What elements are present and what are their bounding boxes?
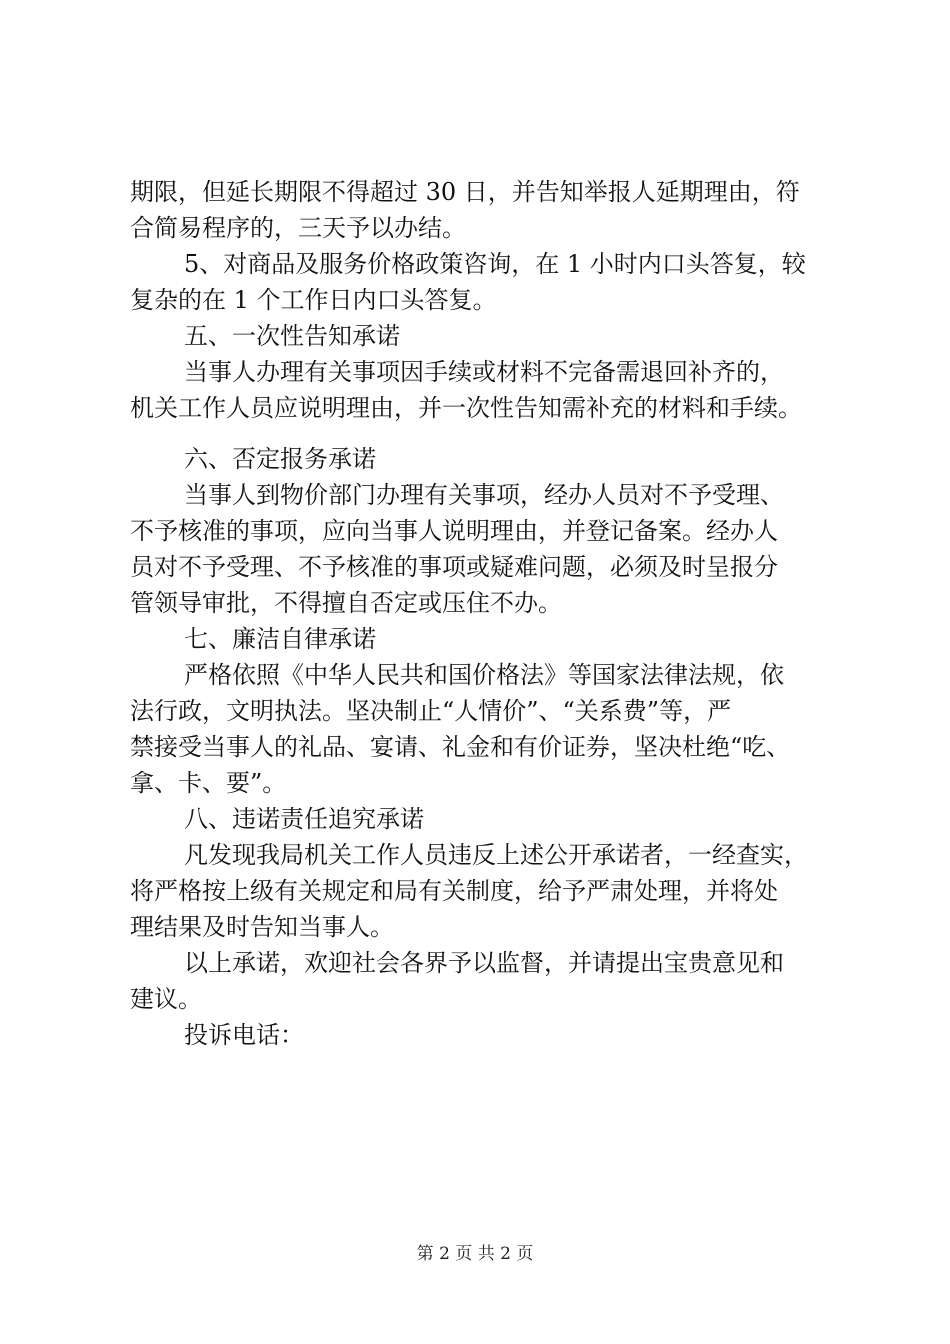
paragraph-line: 将严格按上级有关规定和局有关制度，给予严肃处理，并将处 xyxy=(130,877,778,905)
section-heading: 七、廉洁自律承诺 xyxy=(184,625,376,653)
paragraph-line: 不予核准的事项，应向当事人说明理由，并登记备案。经办人 xyxy=(130,517,778,545)
section-heading: 八、违诺责任追究承诺 xyxy=(184,805,424,833)
complaint-phone-label: 投诉电话： xyxy=(184,1021,304,1049)
paragraph-line: 管领导审批，不得擅自否定或压住不办。 xyxy=(130,589,562,617)
paragraph-line: 复杂的在 1 个工作日内口头答复。 xyxy=(130,286,497,314)
paragraph-line: 机关工作人员应说明理由，并一次性告知需补充的材料和手续。 xyxy=(130,394,802,422)
paragraph-line: 合简易程序的，三天予以办结。 xyxy=(130,214,466,242)
page-number: 第 2 页 共 2 页 xyxy=(416,1244,534,1264)
paragraph-line: 5、对商品及服务价格政策咨询，在 1 小时内口头答复，较 xyxy=(184,250,806,278)
section-heading: 六、否定报务承诺 xyxy=(184,445,376,473)
paragraph-line: 法行政，文明执法。坚决制止“人情价”、“关系费”等，严 xyxy=(130,697,732,725)
section-heading: 五、一次性告知承诺 xyxy=(184,322,400,350)
paragraph-line: 当事人办理有关事项因手续或材料不完备需退回补齐的， xyxy=(184,358,784,386)
paragraph-line: 建议。 xyxy=(130,985,202,1013)
page-footer xyxy=(0,1240,950,1268)
document-body xyxy=(130,174,850,1053)
paragraph-line: 凡发现我局机关工作人员违反上述公开承诺者，一经查实， xyxy=(184,841,808,869)
paragraph-line: 理结果及时告知当事人。 xyxy=(130,913,394,941)
paragraph-line: 以上承诺，欢迎社会各界予以监督，并请提出宝贵意见和 xyxy=(184,949,784,977)
paragraph-line: 禁接受当事人的礼品、宴请、礼金和有价证券，坚决杜绝“吃、 xyxy=(130,733,791,761)
paragraph-line: 期限，但延长期限不得超过 30 日，并告知举报人延期理由，符 xyxy=(130,178,800,206)
paragraph-line: 员对不予受理、不予核准的事项或疑难问题，必须及时呈报分 xyxy=(130,553,778,581)
paragraph-line: 拿、卡、要”。 xyxy=(130,769,287,797)
paragraph-line: 当事人到物价部门办理有关事项，经办人员对不予受理、 xyxy=(184,481,784,509)
paragraph-line: 严格依照《中华人民共和国价格法》等国家法律法规，依 xyxy=(184,661,784,689)
